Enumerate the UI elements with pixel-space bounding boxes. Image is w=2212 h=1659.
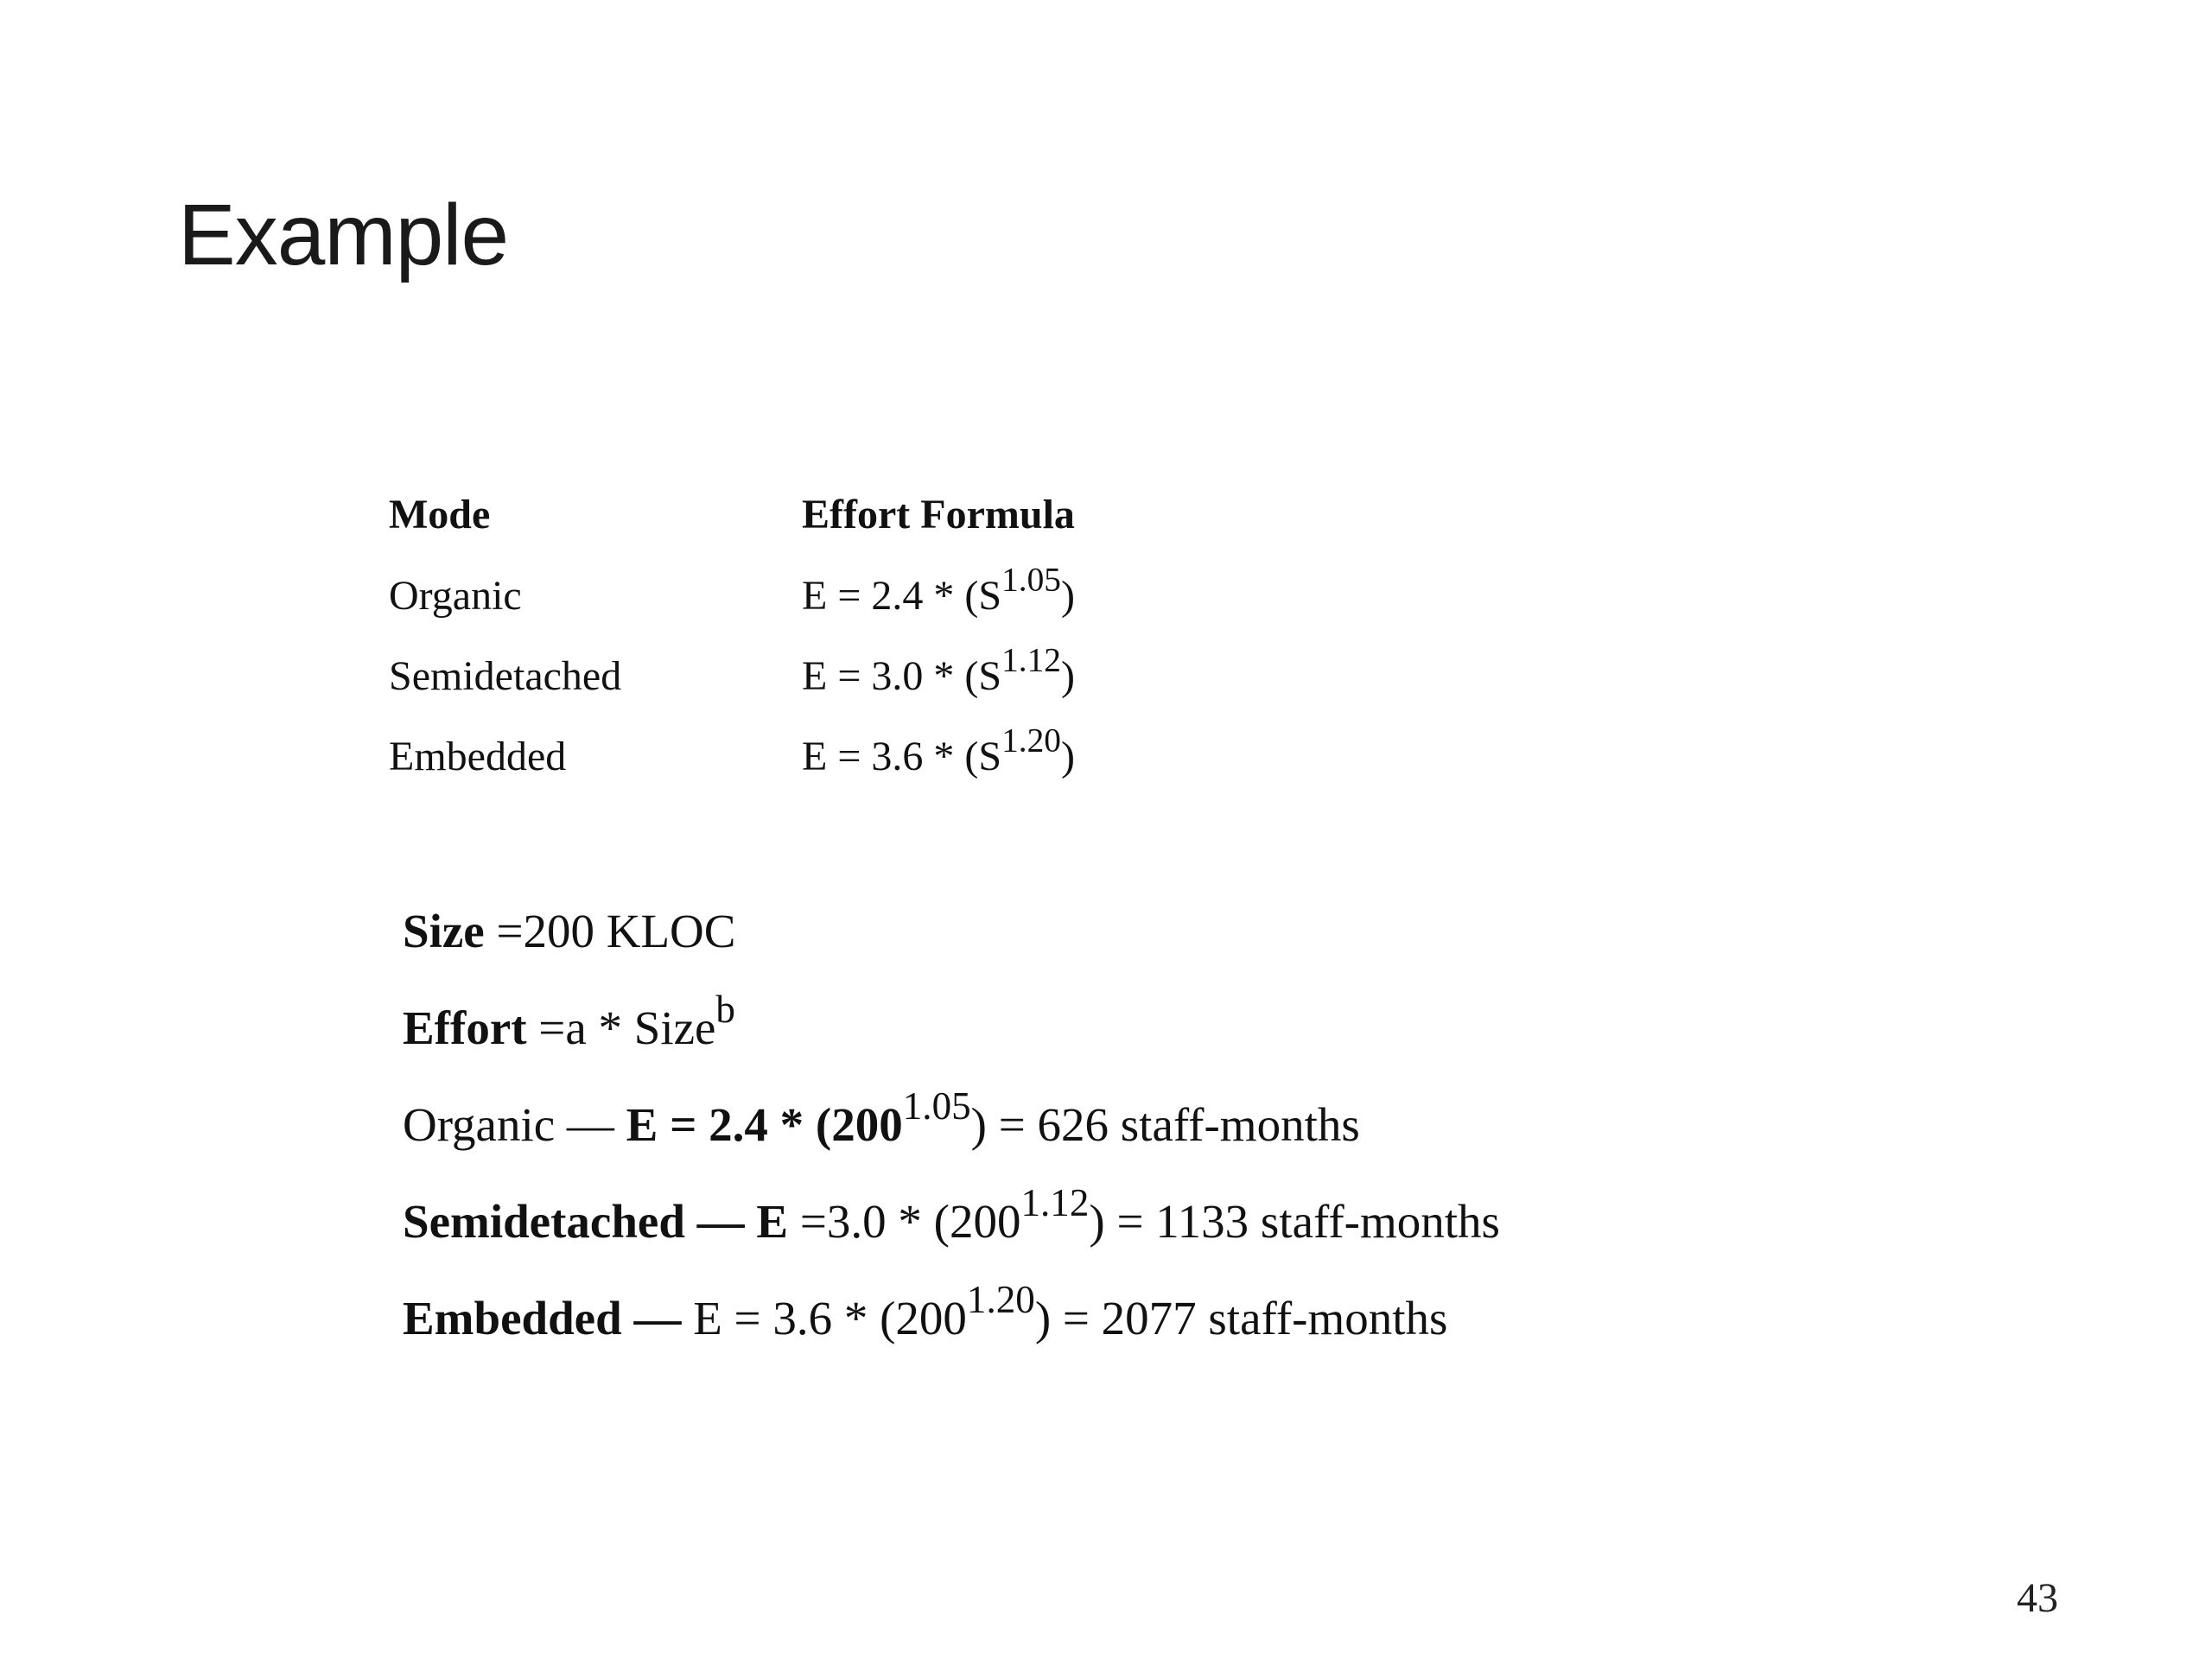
effort-formula: =a * Size: [526, 1001, 716, 1054]
semidetached-dash: —: [684, 1195, 757, 1248]
formula-close: ): [1060, 573, 1075, 619]
organic-line: [403, 1084, 1360, 1151]
formula-exponent: 1.12: [1001, 640, 1061, 679]
page-number: 43: [2017, 1575, 2058, 1621]
slide-title: Example: [178, 187, 509, 283]
size-line: [403, 907, 735, 955]
organic-dash: —: [555, 1098, 626, 1151]
embedded-exponent: 1.20: [966, 1278, 1035, 1322]
formula-base: E = 3.6 * (S: [802, 734, 1002, 779]
embedded-line: [403, 1278, 1448, 1344]
header-effort-formula: Effort Formula: [802, 492, 1075, 537]
formula-exponent: 1.05: [1001, 560, 1061, 599]
semidetached-e: E: [756, 1195, 789, 1248]
organic-exponent: 1.05: [902, 1084, 971, 1128]
formula-cell: [802, 560, 1075, 619]
formula-close: ): [1060, 653, 1075, 699]
formula-exponent: 1.20: [1001, 721, 1061, 760]
semidetached-label: Semidetached: [403, 1195, 685, 1248]
formula-base: E = 2.4 * (S: [802, 573, 1002, 619]
embedded-eq: = 3.6 * (200: [721, 1292, 967, 1344]
embedded-result: ) = 2077 staff-months: [1034, 1292, 1448, 1344]
formula-base: E = 3.0 * (S: [802, 653, 1002, 699]
formula-cell: [802, 640, 1075, 699]
effort-exponent: b: [715, 988, 735, 1032]
organic-label: Organic: [403, 1098, 556, 1151]
header-mode: Mode: [389, 492, 491, 537]
organic-e: E: [626, 1098, 658, 1151]
size-value: =200 KLOC: [484, 905, 736, 957]
formula-close: ): [1060, 734, 1075, 779]
effort-line: [403, 988, 735, 1054]
size-label: Size: [403, 905, 485, 957]
semidetached-line: [403, 1181, 1500, 1248]
organic-result: ) = 626 staff-months: [970, 1098, 1360, 1151]
effort-label: Effort: [403, 1001, 527, 1054]
embedded-label: Embedded: [403, 1292, 622, 1344]
organic-eq: = 2.4 * (200: [658, 1098, 903, 1151]
mode-cell: Embedded: [389, 734, 567, 779]
mode-cell: Organic: [389, 573, 522, 619]
semidetached-eq: =3.0 * (200: [788, 1195, 1021, 1248]
embedded-e: E: [693, 1292, 722, 1344]
formula-cell: [802, 721, 1075, 779]
embedded-dash: —: [621, 1292, 694, 1344]
mode-cell: Semidetached: [389, 653, 622, 699]
semidetached-exponent: 1.12: [1020, 1181, 1090, 1225]
semidetached-result: ) = 1133 staff-months: [1089, 1195, 1500, 1248]
